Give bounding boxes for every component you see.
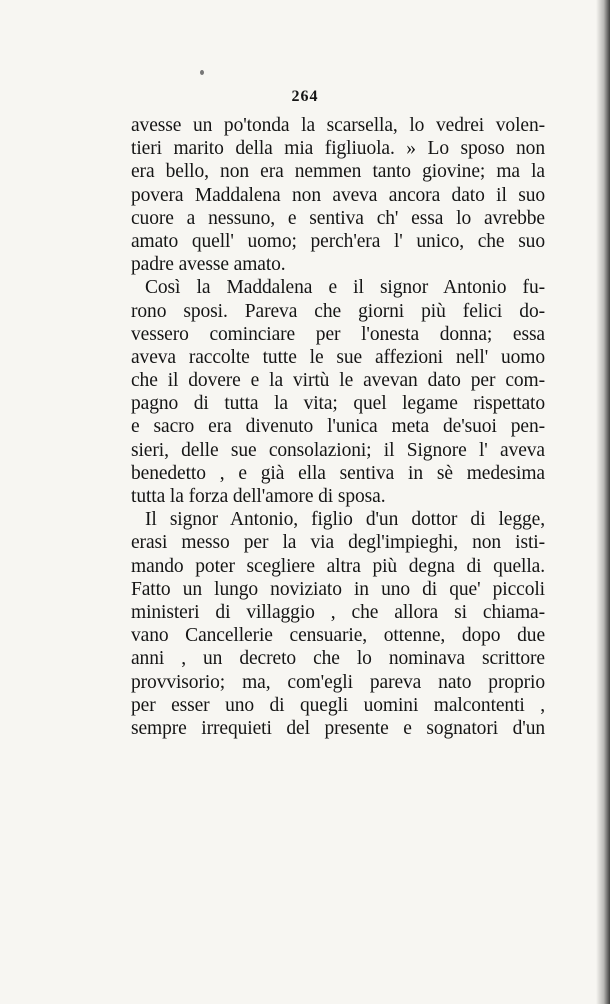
page-edge-shadow [596, 0, 610, 1004]
text-line: amato quell' uomo; perch'era l' unico, che suo [131, 230, 545, 252]
text-line: e sacro era divenuto l'unica meta de'suoi pen- [131, 416, 545, 438]
text-line: cuore a nessuno, e sentiva ch' essa lo avrebbe [131, 207, 545, 229]
text-line: erasi messo per la via degl'impieghi, non isti- [131, 532, 545, 554]
text-line: Il signor Antonio, figlio d'un dottor di legge, [145, 509, 545, 531]
text-line: provvisorio; ma, com'egli pareva nato proprio [131, 671, 545, 693]
text-line: sempre irrequieti del presente e sognatori d'un [131, 717, 545, 739]
paper-speck [200, 70, 204, 75]
text-line: rono sposi. Pareva che giorni più felici do- [131, 300, 545, 322]
text-line: pagno di tutta la vita; quel legame rispettato [131, 393, 545, 415]
text-line: ministeri di villaggio , che allora si chiama- [131, 601, 545, 623]
text-line: che il dovere e la virtù le avevan dato per com- [131, 370, 545, 392]
page-number: 264 [291, 88, 319, 105]
text-line: Così la Maddalena e il signor Antonio fu- [145, 277, 545, 299]
text-line: sieri, delle sue consolazioni; il Signore l' aveva [131, 439, 545, 461]
text-line: padre avesse amato. [131, 254, 286, 276]
text-line: povera Maddalena non aveva ancora dato il suo [131, 184, 545, 206]
text-line: per esser uno di quegli uomini malcontenti , [131, 694, 545, 716]
text-line: vano Cancellerie censuarie, ottenne, dopo due [131, 625, 545, 647]
text-line: era bello, non era nemmen tanto giovine; ma la [131, 161, 545, 183]
text-line: vessero cominciare per l'onesta donna; essa [131, 323, 545, 345]
text-line: mando poter scegliere altra più degna di quella. [131, 555, 545, 577]
text-line: aveva raccolte tutte le sue affezioni nell' uomo [131, 346, 545, 368]
text-line: avesse un po'tonda la scarsella, lo vedrei volen- [131, 115, 545, 136]
text-line: anni , un decreto che lo nominava scrittore [131, 648, 545, 670]
text-line: benedetto , e già ella sentiva in sè medesima [131, 462, 545, 484]
text-line: tieri marito della mia figliuola. » Lo sposo non [131, 138, 545, 160]
body-text [131, 114, 545, 740]
text-line: tutta la forza dell'amore di sposa. [131, 486, 386, 507]
text-line: Fatto un lungo noviziato in uno di que' piccoli [131, 578, 545, 600]
